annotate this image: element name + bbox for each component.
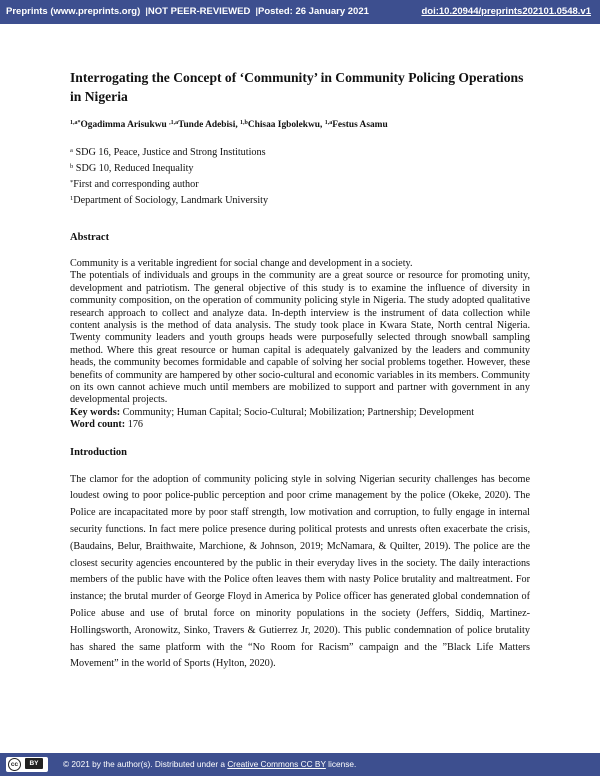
doi-link[interactable]: doi:10.20944/preprints202101.0548.v1 — [421, 6, 591, 17]
author-1-sup: 1,a* — [70, 120, 81, 126]
author-3: Chisaa Igbolekwu — [247, 120, 321, 130]
author-2: Tunde Adebisi — [178, 120, 236, 130]
author-4-sup: 1,a — [324, 120, 333, 126]
paper-title: Interrogating the Concept of ‘Community’ in Community Policing Operations in Nigeria — [70, 70, 524, 104]
license-text: © 2021 by the author(s). Distributed under a Creative Commons CC BY license. — [63, 759, 357, 769]
author-1: Ogadimma Arisukwu — [80, 120, 167, 130]
introduction-heading: Introduction — [70, 446, 127, 458]
license-footer-bar — [0, 753, 600, 776]
affiliation-item: *First and corresponding author — [70, 179, 199, 190]
header-info: Preprints (www.preprints.org) |NOT PEER-REVIEWED |Posted: 26 January 2021 — [6, 6, 369, 17]
word-count: Word count: 176 — [70, 419, 144, 431]
preprint-header-bar — [0, 0, 600, 24]
review-status: NOT PEER-REVIEWED — [147, 6, 251, 17]
author-list: $^{1,a*}$Ogadimma Arisukwu $^{,1,a}$Tunde Adebisi, $^{1,b}$Chisaa Igbolekwu, $^{1,a}$Festus Asamu — [70, 120, 388, 130]
license-link[interactable]: Creative Commons CC BY — [227, 759, 326, 769]
abstract-heading: Abstract — [70, 232, 110, 243]
by-icon: BY — [25, 758, 43, 769]
abstract-paragraph: The potentials of individuals and groups in the community are a great source or resource for promoting unity, development and patriotism. The general objective of this study is to examine the influence of diversity in community composition, on the operation of community policing style in Nigeria. The study adopted qualitative research approach to collect and analyze data. In-depth interview is the instrument of data collection while content analysis is the method of data analysis. The study took place in Kwara State, North central Nigeria. Twenty community leaders and youth groups heads were purposefully selected through snowball sampling method. Where this great resource or human capital is adequately galvanized by the leaders and community heads, the community becomes formidable and capable of solving her social problems together. However, these benefits of community are hampered by other socio-cultural and economic variables in its members. Community on its own cannot achieve much until members are mobilized to support and partner with government in any developmental projects. — [70, 270, 530, 406]
site-link[interactable]: Preprints (www.preprints.org) — [6, 6, 141, 17]
affiliation-item: $^a$ SDG 16, Peace, Justice and Strong Institutions — [70, 147, 266, 158]
affiliation-list — [70, 144, 530, 208]
affiliation-item: $^1$Department of Sociology, Landmark University — [70, 195, 269, 206]
posted-date: Posted: 26 January 2021 — [258, 6, 369, 17]
cc-by-badge-icon[interactable] — [6, 757, 48, 772]
author-2-sup: ,1,a — [169, 120, 179, 126]
cc-icon: cc — [8, 758, 21, 771]
abstract-body — [70, 258, 530, 432]
keywords: Key words: Community; Human Capital; Socio-Cultural; Mobilization; Partnership; Development — [70, 406, 475, 418]
paper-body — [70, 68, 530, 673]
affiliation-item: $^b$ SDG 10, Reduced Inequality — [70, 163, 194, 174]
author-4: Festus Asamu — [332, 120, 388, 130]
author-3-sup: 1,b — [240, 120, 248, 126]
introduction-paragraph: The clamor for the adoption of community policing style in solving Nigerian security challenges has become loudest owing to poor police-public perception and poor crime management by the police (Okeke, 2020). The Police are incapacitated more by poor staff strength, low motivation and corruption, to fully engage in internal security functions. In fact mere police presence during political protests and unrests often exacerbate the crisis, (Baudains, Belur, Braithwaite, Marchione, & Johnson, 2019; McNamara, & Quilter, 2019). The police are the closest security agencies encountered by the public in their everyday lives in the society. The daily interactions members of the public have with the Police often leaves them with nasty Police brutality and maltreatment. For instance; the brutal murder of George Floyd in America by Police officer has generated global condemnation of Police abuse and use of brutal force on minority populations in the society (Jeffers, Siddiq, Martinez-Hollingsworth, Aronowitz, Sinko, Travers & Gutierrez Jr, 2020). This public condemnation of police brutality has shared the same platform with the “No Room for Racism” campaign and the ”Black Life Matters Movement” in the world of Sports (Hylton, 2020). — [70, 473, 530, 670]
abstract-paragraph: Community is a veritable ingredient for social change and development in a society. — [70, 258, 413, 269]
